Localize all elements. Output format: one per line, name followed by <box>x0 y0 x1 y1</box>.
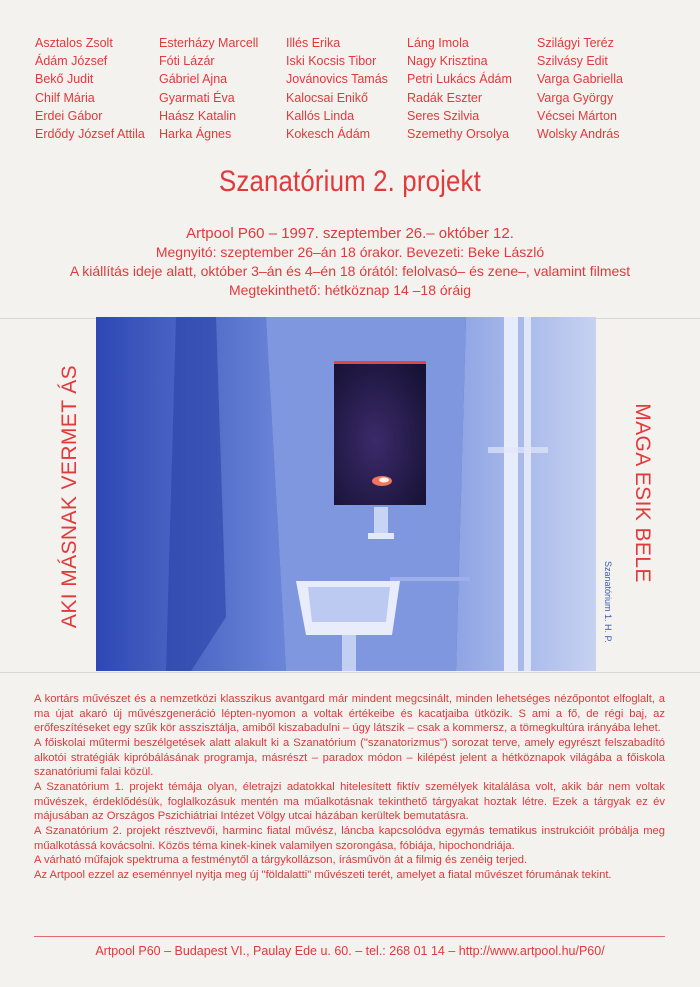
participant-name: Vécsei Márton <box>537 108 617 123</box>
description-text <box>34 692 665 883</box>
footer-contact: Artpool P60 – Budapest VI., Paulay Ede u. 60. – tel.: 268 01 14 – http://www.artpool.hu/P60/ <box>95 944 605 958</box>
names-column <box>286 34 407 143</box>
participant-name: Seres Szilvia <box>407 108 480 123</box>
participant-name: Szilvásy Edit <box>537 54 608 69</box>
participant-name: Erdei Gábor <box>35 108 103 123</box>
events-line: A kiállítás ideje alatt, október 3–án és 4–én 18 órától: felolvasó– és zene–, valamint filmest <box>69 263 631 279</box>
participant-names <box>35 34 661 143</box>
names-column <box>537 34 661 143</box>
exhibition-info <box>0 224 700 300</box>
participant-name: Szemethy Orsolya <box>407 127 510 142</box>
names-column <box>159 34 286 143</box>
participant-name: Harka Ágnes <box>159 127 232 142</box>
participant-name: Kallós Linda <box>286 108 355 123</box>
description-paragraph: A kortárs művészet és a nemzetközi klasszikus avantgard már mindent megcsinált, minden lehetséges nézőpontot elfoglalt, a ma újat akaró új művészgeneráció lépten-nyomon a voltak értékeibe és kacatjaiba ütközik. S ami a fő, de régi baj, az erőfeszítéseket egy szűk kör asszisztálja, amiből kiszabadulni – úgy látszik – csak a kommersz, a tömegkultúra irányába lehet. <box>34 693 665 735</box>
participant-name: Gyarmati Éva <box>159 90 235 105</box>
side-text-left: AKI MÁSNAK VERMET ÁS <box>58 364 81 629</box>
participant-name: Szilágyi Teréz <box>537 36 614 50</box>
participant-name: Varga György <box>537 90 614 105</box>
participant-name: Gábriel Ajna <box>159 72 228 87</box>
description-paragraph: A Szanatórium 2. projekt résztvevői, harminc fiatal művész, láncba kapcsolódva egymás tematikus instrukcióit próbálja meg műalkotássá kovácsolni. Közös téma kinek-kinek valamilyen szorongása, fóbiája, hipochondriája. <box>34 824 665 852</box>
participant-name: Jovánovics Tamás <box>286 72 388 87</box>
fold-line <box>0 672 700 673</box>
participant-name: Petri Lukács Ádám <box>407 72 512 87</box>
description-paragraph: A főiskolai műtermi beszélgetések alatt alakult ki a Szanatórium ("szanatorizmus") sorozat terve, amely egyrészt felszabadító alkotói stratégiák kipróbálásának programja, másrészt – paradox módon – kilépést jelent a hétköznapok világába a főiskola szanatóriumi falai közül. <box>34 736 665 779</box>
participant-name: Radák Eszter <box>407 90 483 105</box>
participant-name: Wolsky András <box>537 127 620 142</box>
exhibition-dates: Artpool P60 – 1997. szeptember 26.– október 12. <box>186 225 514 242</box>
participant-name: Bekő Judit <box>35 72 94 87</box>
participant-name: Láng Imola <box>407 36 469 50</box>
participant-name: Kalocsai Enikő <box>286 90 368 105</box>
participant-name: Erdődy József Attila <box>35 127 145 142</box>
opening-line: Megnyitó: szeptember 26–án 18 órakor. Bevezeti: Beke László <box>155 244 545 260</box>
bathroom-photo-image <box>96 317 596 671</box>
description-paragraph: Az Artpool ezzel az eseménnyel nyitja meg új "földalatti" művészeti terét, amelyet a fiatal művészet fórumának tekint. <box>34 868 612 881</box>
participant-name: Illés Erika <box>286 36 341 50</box>
names-column <box>407 34 537 143</box>
description-paragraph: A várható műfajok spektruma a festménytől a tárgykollázson, írásművön át a filmig és zenéig terjed. <box>34 854 528 867</box>
participant-name: Fóti Lázár <box>159 54 215 69</box>
participant-name: Haász Katalin <box>159 108 237 123</box>
exhibition-title: Szanatórium 2. projekt <box>219 165 481 198</box>
participant-name: Kokesch Ádám <box>286 127 371 142</box>
participant-name: Esterházy Marcell <box>159 36 259 50</box>
side-text-right-label: MAGA ESIK BELE <box>631 403 654 583</box>
photo-caption: Szanatórium 1. H. P. <box>603 561 613 643</box>
participant-name: Nagy Krisztina <box>407 54 488 69</box>
names-column <box>35 34 159 143</box>
footer-rule <box>34 936 665 937</box>
participant-name: Chilf Mária <box>35 90 95 105</box>
participant-name: Ádám József <box>35 54 108 69</box>
visiting-hours: Megtekinthető: hétköznap 14 –18 óráig <box>228 282 472 298</box>
description-paragraph: A Szanatórium 1. projekt témája olyan, életrajzi adatokkal hitelesített fiktív személyek kitalálása volt, akik bár nem voltak művészek, érdeklődésük, foglalkozásuk mentén ma műalkotásnak tekinthető tárgyakat hoztak létre. Ezek a tárgyak ez év májusában az Országos Pszichiátriai Intézet Völgy utcai házában kerültek bemutatásra. <box>34 780 665 823</box>
participant-name: Varga Gabriella <box>537 72 623 87</box>
participant-name: Iski Kocsis Tibor <box>286 54 377 69</box>
bathroom-photo <box>96 317 596 671</box>
participant-name: Asztalos Zsolt <box>35 36 113 50</box>
